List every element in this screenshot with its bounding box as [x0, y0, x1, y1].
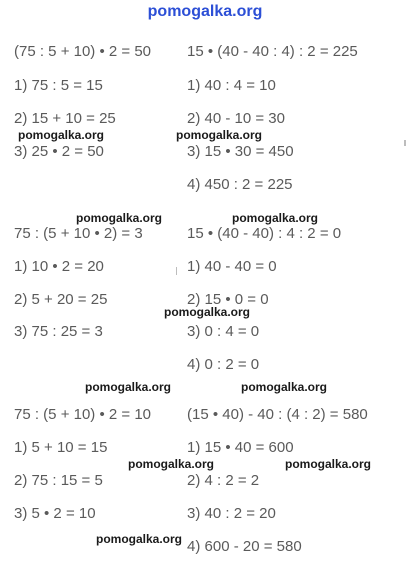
problem-6-step-2: 2) 4 : 2 = 2	[187, 472, 260, 489]
watermark: pomogalka.org	[241, 380, 328, 394]
problem-2-step-2: 2) 40 - 10 = 30	[187, 110, 285, 127]
problem-3-step-1: 1) 10 • 2 = 20	[14, 258, 104, 275]
problem-3-expression: 75 : (5 + 10 • 2) = 3	[14, 225, 143, 242]
problem-6-step-4: 4) 600 - 20 = 580	[187, 538, 302, 555]
problem-1-step-1: 1) 75 : 5 = 15	[14, 77, 103, 94]
problem-3-step-3: 3) 75 : 25 = 3	[14, 323, 103, 340]
problem-3-step-2: 2) 5 + 20 = 25	[14, 291, 108, 308]
problem-2-step-3: 3) 15 • 30 = 450	[187, 143, 294, 160]
scan-mark	[176, 267, 177, 275]
problem-4-step-3: 3) 0 : 4 = 0	[187, 323, 260, 340]
problem-4-step-1: 1) 40 - 40 = 0	[187, 258, 277, 275]
site-watermark-header: pomogalka.org	[147, 3, 263, 20]
watermark: pomogalka.org	[232, 211, 319, 225]
problem-6-expression: (15 • 40) - 40 : (4 : 2) = 580	[187, 406, 368, 423]
problem-2-step-1: 1) 40 : 4 = 10	[187, 77, 276, 94]
problem-4-step-4: 4) 0 : 2 = 0	[187, 356, 260, 373]
watermark: pomogalka.org	[128, 457, 215, 471]
problem-6-step-1: 1) 15 • 40 = 600	[187, 439, 294, 456]
problem-4-step-2: 2) 15 • 0 = 0	[187, 291, 269, 308]
problem-1-step-2: 2) 15 + 10 = 25	[14, 110, 116, 127]
watermark: pomogalka.org	[285, 457, 372, 471]
problem-4-expression: 15 • (40 - 40) : 4 : 2 = 0	[187, 225, 342, 242]
problem-6-step-3: 3) 40 : 2 = 20	[187, 505, 276, 522]
problem-2-expression: 15 • (40 - 40 : 4) : 2 = 225	[187, 43, 358, 60]
watermark: pomogalka.org	[85, 380, 172, 394]
problem-5-step-3: 3) 5 • 2 = 10	[14, 505, 96, 522]
watermark: pomogalka.org	[176, 128, 263, 142]
problem-2-step-4: 4) 450 : 2 = 225	[187, 176, 293, 193]
watermark: pomogalka.org	[18, 128, 105, 142]
watermark: pomogalka.org	[96, 532, 183, 546]
problem-1-step-3: 3) 25 • 2 = 50	[14, 143, 104, 160]
scan-mark	[404, 140, 406, 146]
watermark: pomogalka.org	[76, 211, 163, 225]
problem-5-expression: 75 : (5 + 10) • 2 = 10	[14, 406, 152, 423]
problem-5-step-2: 2) 75 : 15 = 5	[14, 472, 103, 489]
watermark: pomogalka.org	[164, 305, 251, 319]
problem-1-expression: (75 : 5 + 10) • 2 = 50	[14, 43, 152, 60]
problem-5-step-1: 1) 5 + 10 = 15	[14, 439, 108, 456]
